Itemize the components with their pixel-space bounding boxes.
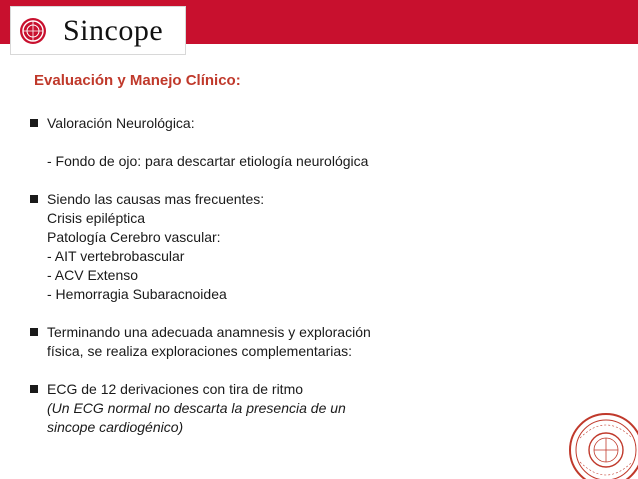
list-item: (Un ECG normal no descarta la presencia de un	[47, 400, 346, 416]
list-item: Siendo las causas mas frecuentes:	[47, 191, 265, 207]
list-item: física, se realiza exploraciones complementarias:	[47, 343, 353, 359]
list-item: Crisis epiléptica	[47, 210, 146, 226]
list-item: - Fondo de ojo: para descartar etiología neurológica	[47, 153, 369, 169]
square-bullet-icon	[30, 385, 38, 393]
square-bullet-icon	[30, 328, 38, 336]
list-item: sincope cardiogénico)	[47, 419, 184, 435]
square-bullet-icon	[30, 119, 38, 127]
list-item: Valoración Neurológica:	[47, 115, 195, 131]
list-item: - AIT vertebrobascular	[47, 248, 185, 264]
page-title: Sincope	[63, 14, 164, 47]
list-item: Terminando una adecuada anamnesis y exploración	[47, 324, 371, 340]
list-item: ECG de 12 derivaciones con tira de ritmo	[47, 381, 304, 397]
square-bullet-icon	[30, 195, 38, 203]
journal-seal-icon	[566, 408, 638, 479]
section-heading: Evaluación y Manejo Clínico:	[34, 72, 241, 89]
list-item: - ACV Extenso	[47, 267, 139, 283]
list-item: Patología Cerebro vascular:	[47, 229, 221, 245]
list-item: - Hemorragia Subaracnoidea	[47, 286, 227, 302]
